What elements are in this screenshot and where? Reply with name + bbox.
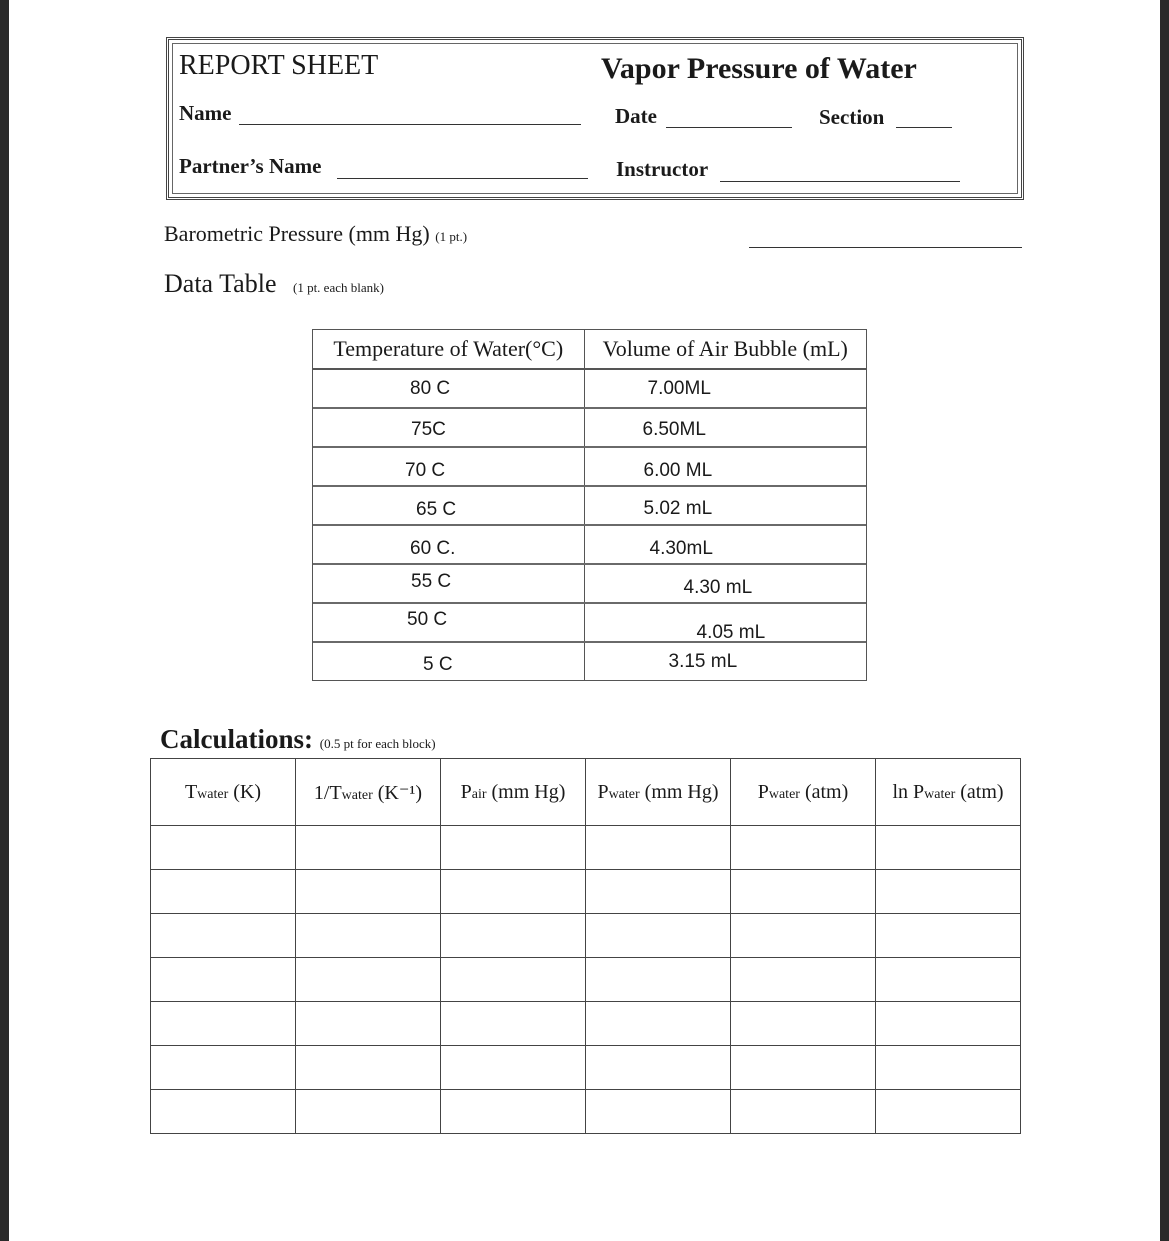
report-sheet-page [9,0,1160,1241]
volume-cell[interactable]: 4.30mL [649,538,713,559]
calc-cell[interactable] [441,1090,586,1134]
temperature-header: Temperature of Water(°C) [313,330,585,368]
date-label: Date [615,104,657,128]
inverse-t-water-header: 1/Twater (K⁻¹) [296,759,441,826]
barometric-pressure-field[interactable] [749,247,1022,248]
volume-cell[interactable]: 5.02 mL [643,498,713,519]
calc-cell[interactable] [296,826,441,870]
temperature-cell[interactable]: 70 C [405,460,446,481]
calc-cell[interactable] [441,826,586,870]
p-water-mmhg-header: Pwater (mm Hg) [586,759,731,826]
volume-cell[interactable]: 3.15 mL [668,651,738,672]
calc-cell[interactable] [296,1090,441,1134]
calc-cell[interactable] [586,958,731,1002]
calc-cell[interactable] [151,1046,296,1090]
calc-cell[interactable] [876,914,1021,958]
volume-cell[interactable]: 4.05 mL [696,622,766,643]
calc-cell[interactable] [731,870,876,914]
calc-cell[interactable] [441,958,586,1002]
calc-cell[interactable] [296,1046,441,1090]
calc-cell[interactable] [586,870,731,914]
volume-header: Volume of Air Bubble (mL) [602,336,848,361]
table-row [313,526,866,565]
calc-cell[interactable] [731,1002,876,1046]
calc-cell[interactable] [441,1002,586,1046]
barometric-pressure-label [164,221,467,247]
calc-cell[interactable] [441,914,586,958]
calc-cell[interactable] [586,1090,731,1134]
t-water-header: Twater (K) [151,759,296,826]
temperature-cell[interactable]: 50 C [407,609,448,630]
calc-cell[interactable] [586,914,731,958]
calc-cell[interactable] [151,1002,296,1046]
calc-cell[interactable] [731,1090,876,1134]
instructor-field[interactable] [720,181,960,182]
volume-cell[interactable]: 6.00 ML [643,460,713,481]
table-row [313,604,866,643]
experiment-title: Vapor Pressure of Water [601,52,917,85]
table-row [313,370,866,409]
table-row [151,870,1021,914]
volume-cell[interactable]: 6.50ML [642,419,706,440]
instructor-label: Instructor [616,157,709,181]
calc-cell[interactable] [876,1046,1021,1090]
calc-cell[interactable] [441,1046,586,1090]
temperature-cell[interactable]: 5 C [423,654,453,675]
calculations-heading [160,724,436,755]
calc-cell[interactable] [296,870,441,914]
report-sheet-title: REPORT SHEET [179,50,379,81]
table-row [313,448,866,487]
ln-p-water-header: ln Pwater (atm) [876,759,1021,826]
calculations-table [150,758,1021,1134]
data-table-title: Data Table [164,269,277,298]
calc-cell[interactable] [876,870,1021,914]
name-label: Name [179,101,232,125]
calculations-points: (0.5 pt for each block) [319,736,436,751]
volume-cell[interactable]: 7.00ML [647,378,711,399]
calc-cell[interactable] [876,1090,1021,1134]
section-field[interactable] [896,127,952,128]
temperature-cell[interactable]: 80 C [410,378,451,399]
calc-cell[interactable] [296,958,441,1002]
calc-cell[interactable] [151,870,296,914]
table-row [151,914,1021,958]
data-table-points: (1 pt. each blank) [292,280,384,295]
calc-cell[interactable] [731,1046,876,1090]
section-label: Section [819,105,885,129]
temperature-cell[interactable]: 75C [411,419,446,440]
calculations-header-row [151,759,1021,826]
calc-cell[interactable] [296,1002,441,1046]
calculations-title: Calculations: [160,724,314,754]
calc-cell[interactable] [586,1002,731,1046]
calc-cell[interactable] [296,914,441,958]
temperature-cell[interactable]: 60 C. [410,538,456,559]
barometric-points: (1 pt.) [435,229,468,244]
volume-cell[interactable]: 4.30 mL [683,577,753,598]
temperature-cell[interactable]: 55 C [411,571,452,592]
table-row [151,1002,1021,1046]
calc-cell[interactable] [151,826,296,870]
partner-name-field[interactable] [337,178,588,179]
calc-cell[interactable] [876,1002,1021,1046]
calc-cell[interactable] [876,826,1021,870]
table-row [313,643,866,680]
table-row [313,487,866,526]
calc-cell[interactable] [151,958,296,1002]
partner-name-label: Partner’s Name [179,154,322,178]
calc-cell[interactable] [586,1046,731,1090]
calc-cell[interactable] [151,1090,296,1134]
date-field[interactable] [666,127,792,128]
name-field[interactable] [239,124,581,125]
data-table-heading [164,269,384,299]
data-table-header [313,330,866,370]
table-row [151,958,1021,1002]
calc-cell[interactable] [586,826,731,870]
calc-cell[interactable] [441,870,586,914]
table-row [313,565,866,604]
calc-cell[interactable] [151,914,296,958]
table-row [151,1046,1021,1090]
table-row [313,409,866,448]
calc-cell[interactable] [731,826,876,870]
calc-cell[interactable] [876,958,1021,1002]
data-table [312,329,867,681]
barometric-label-text: Barometric Pressure (mm Hg) [164,221,430,246]
table-row [151,1090,1021,1134]
table-row [151,826,1021,870]
temperature-cell[interactable]: 65 C [416,499,457,520]
p-water-atm-header: Pwater (atm) [731,759,876,826]
calc-cell[interactable] [731,958,876,1002]
p-air-header: Pair (mm Hg) [441,759,586,826]
calc-cell[interactable] [731,914,876,958]
